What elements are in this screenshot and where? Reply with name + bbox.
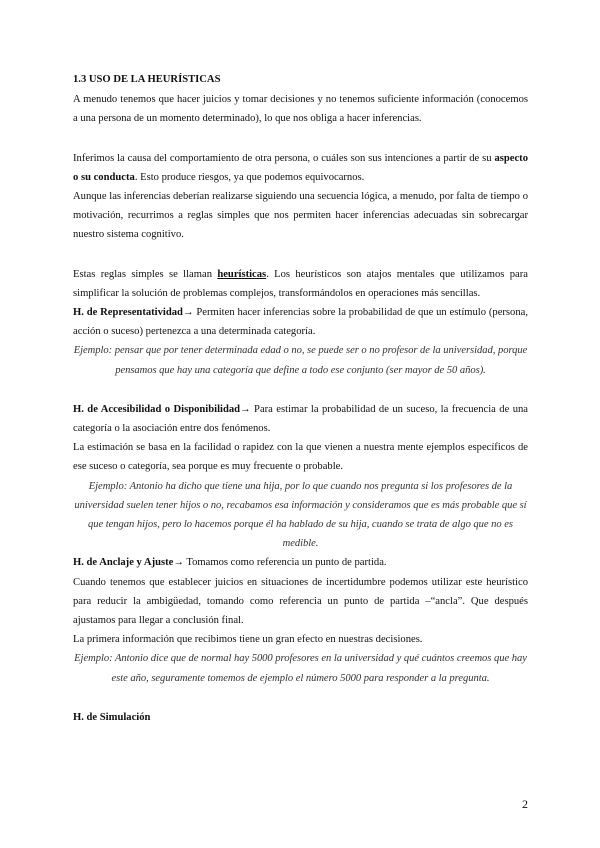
heuristics-text-after: . Los heurísticos son atajos mentales que utilizamos para simplificar la solución de problemas complejos, transformándolos en operaciones más sencillas. xyxy=(73,268,528,299)
spacer xyxy=(73,380,528,400)
inference-paragraph xyxy=(73,149,528,187)
spacer xyxy=(73,129,528,149)
arrow-icon: → xyxy=(240,403,251,415)
anclaje-heading: H. de Anclaje y Ajuste xyxy=(73,557,174,569)
representatividad-paragraph xyxy=(73,303,528,341)
simulacion-paragraph xyxy=(73,708,528,727)
simulacion-heading: H. de Simulación xyxy=(73,711,151,723)
accesibilidad-heading: H. de Accesibilidad o Disponibilidad xyxy=(73,403,241,415)
spacer xyxy=(73,245,528,265)
accesibilidad-paragraph xyxy=(73,400,528,438)
accesibilidad-detail: La estimación se basa en la facilidad o rapidez con la que vienen a nuestra mente ejemplos específicos de ese suceso o categoría, sea porque es muy frecuente o probable. xyxy=(73,442,528,473)
heuristics-text-before: Estas reglas simples se llaman xyxy=(73,268,218,280)
anclaje-detail-2: La primera información que recibimos tiene un gran efecto en nuestras decisiones. xyxy=(73,634,423,646)
arrow-icon: → xyxy=(173,557,184,569)
anclaje-paragraph xyxy=(73,553,528,572)
section-title: 1.3 USO DE LA HEURÍSTICAS xyxy=(73,74,221,85)
inference-text-before: Inferimos la causa del comportamiento de otra persona, o cuáles son sus intenciones a partir de su xyxy=(73,152,495,164)
anclaje-example: Ejemplo: Antonio dice que de normal hay 5000 profesores en la universidad y qué cuántos creemos que hay este año, seguramente tomemos de ejemplo el número 5000 para responder a la pregunta. xyxy=(74,653,527,684)
document-page xyxy=(73,70,528,727)
arrow-icon: → xyxy=(182,307,194,319)
inference-text-after: . Esto produce riesgos, ya que podemos equivocarnos. xyxy=(134,171,365,183)
inference-bold-term: aspecto o su conducta xyxy=(73,152,528,183)
representatividad-heading: H. de Representatividad xyxy=(73,307,183,319)
representatividad-example: Ejemplo: pensar que por tener determinada edad o no, se puede ser o no profesor de la universidad, porque pensamos que hay una categoría que define a todo ese conjunto (ser mayor de 50 años). xyxy=(73,345,528,376)
heuristics-definition xyxy=(73,265,528,303)
anclaje-detail: Cuando tenemos que establecer juicios en situaciones de incertidumbre podemos utilizar este heurístico para reducir la ambigüedad, tomando como referencia un punto de partida –“ancla”. Que después ajustamos para llegar a conclusión final. xyxy=(73,576,528,627)
accesibilidad-text: Para estimar la probabilidad de un suceso, la frecuencia de una categoría o la asociación entre dos fenómenos. xyxy=(73,403,528,435)
anclaje-text: Tomamos como referencia un punto de partida. xyxy=(183,557,387,569)
heuristics-term: heurísticas xyxy=(217,268,267,280)
intro-paragraph: A menudo tenemos que hacer juicios y tomar decisiones y no tenemos suficiente información (conocemos a una persona de un momento determinado), lo que nos obliga a hacer inferencias. xyxy=(73,94,528,125)
spacer xyxy=(73,688,528,708)
cognitive-paragraph: Aunque las inferencias deberían realizarse siguiendo una secuencia lógica, a menudo, por falta de tiempo o motivación, recurrimos a reglas simples que nos permiten hacer inferencias adecuadas sin sobrecargar nuestro sistema cognitivo. xyxy=(73,191,528,241)
accesibilidad-example: Ejemplo: Antonio ha dicho que tiene una hija, por lo que cuando nos pregunta si los profesores de la universidad suelen tener hijos o no, recabamos esa información y consideramos que es más probable que sí que tengan hijos, pero lo hacemos porque él ha hablado de su hija, cuando se trata de algo que no es medible. xyxy=(74,480,527,550)
page-number: 2 xyxy=(522,797,528,811)
representatividad-text: Permiten hacer inferencias sobre la probabilidad de que un estímulo (persona, acción o suceso) pertenezca a una determinada categoría. xyxy=(73,307,528,338)
